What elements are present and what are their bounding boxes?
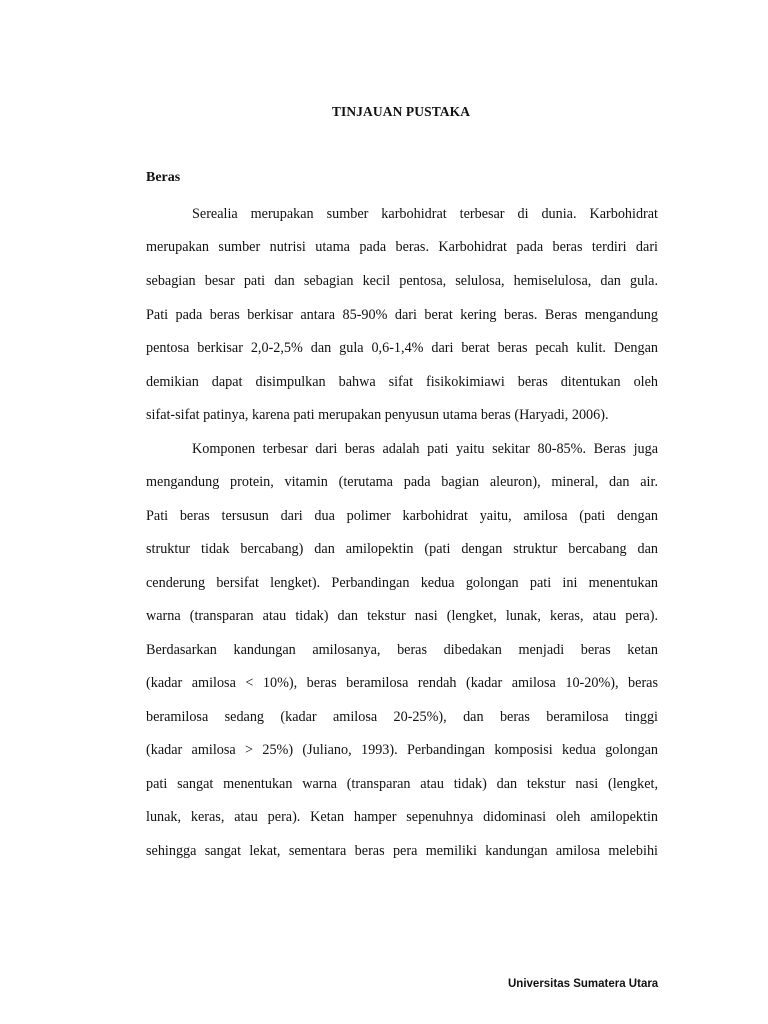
paragraph-line: sebagian besar pati dan sebagian kecil pentosa, selulosa, hemiselulosa, dan gula.	[146, 273, 658, 289]
paragraph-line: Serealia merupakan sumber karbohidrat terbesar di dunia. Karbohidrat	[192, 206, 658, 222]
paragraph-line: (kadar amilosa > 25%) (Juliano, 1993). Perbandingan komposisi kedua golongan	[146, 742, 658, 758]
paragraph-line: Komponen terbesar dari beras adalah pati yaitu sekitar 80-85%. Beras juga	[192, 441, 658, 457]
footer-institution: Universitas Sumatera Utara	[508, 978, 659, 990]
paragraph-line: beramilosa sedang (kadar amilosa 20-25%), dan beras beramilosa tinggi	[146, 709, 658, 725]
section-heading: Beras	[146, 170, 181, 185]
paragraph-line: sifat-sifat patinya, karena pati merupakan penyusun utama beras (Haryadi, 2006).	[146, 407, 609, 423]
paragraph-line: demikian dapat disimpulkan bahwa sifat fisikokimiawi beras ditentukan oleh	[146, 374, 658, 390]
paragraph-line: pentosa berkisar 2,0-2,5% dan gula 0,6-1,4% dari berat beras pecah kulit. Dengan	[146, 340, 658, 356]
paragraph-line: (kadar amilosa < 10%), beras beramilosa rendah (kadar amilosa 10-20%), beras	[146, 675, 658, 691]
paragraph-line: pati sangat menentukan warna (transparan atau tidak) dan tekstur nasi (lengket,	[146, 776, 658, 792]
paragraph-line: Pati beras tersusun dari dua polimer karbohidrat yaitu, amilosa (pati dengan	[146, 508, 658, 524]
paragraph-line: struktur tidak bercabang) dan amilopektin (pati dengan struktur bercabang dan	[146, 541, 658, 557]
paragraph-line: Berdasarkan kandungan amilosanya, beras dibedakan menjadi beras ketan	[146, 642, 658, 658]
paragraph-line: merupakan sumber nutrisi utama pada beras. Karbohidrat pada beras terdiri dari	[146, 239, 658, 255]
page-title: TINJAUAN PUSTAKA	[331, 104, 471, 119]
paragraph-line: mengandung protein, vitamin (terutama pada bagian aleuron), mineral, dan air.	[146, 474, 658, 490]
paragraph-line: sehingga sangat lekat, sementara beras pera memiliki kandungan amilosa melebihi	[146, 843, 658, 859]
paragraph-line: lunak, keras, atau pera). Ketan hamper sepenuhnya didominasi oleh amilopektin	[146, 809, 658, 825]
paragraph-line: cenderung bersifat lengket). Perbandingan kedua golongan pati ini menentukan	[146, 575, 658, 591]
paragraph-line: warna (transparan atau tidak) dan tekstur nasi (lengket, lunak, keras, atau pera).	[146, 608, 658, 624]
paragraph-line: Pati pada beras berkisar antara 85-90% dari berat kering beras. Beras mengandung	[146, 307, 658, 323]
